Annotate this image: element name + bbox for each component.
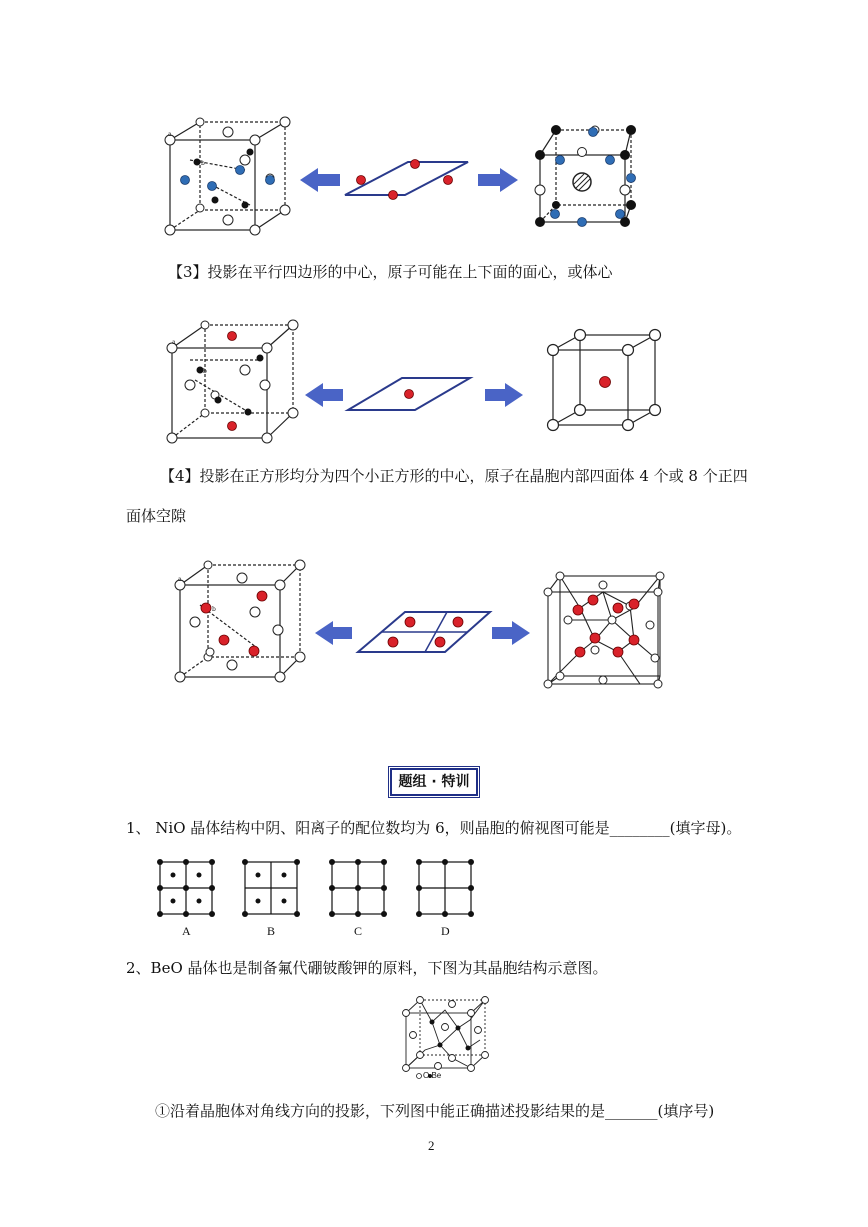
section4-caption-line1: 【4】投影在正方形均分为四个小正方形的中心，原子在晶胞内部四面体 4 个或 8 个正四 bbox=[160, 467, 748, 485]
section-badge-label: 题组 · 特训 bbox=[398, 774, 470, 790]
question1-text: 1、 NiO 晶体结构中阴、阳离子的配位数均为 6，则晶胞的俯视图可能是________(填字母)。 bbox=[126, 819, 742, 837]
option-d-label: D bbox=[441, 924, 450, 938]
cube-label-a: a bbox=[168, 131, 172, 138]
section4-caption-line2: 面体空隙 bbox=[126, 507, 187, 525]
cube-label-b-3: b bbox=[212, 606, 216, 613]
question2-text: 2、BeO 晶体也是制备氟代硼铍酸钾的原料，下图为其晶胞结构示意图。 bbox=[126, 959, 608, 977]
cube-label-a-3: a bbox=[178, 576, 182, 583]
option-b-label: B bbox=[267, 924, 276, 938]
cube-label-a-2: a bbox=[172, 339, 176, 346]
page-number: 2 bbox=[428, 1138, 435, 1153]
question2-sub1: ①沿着晶胞体对角线方向的投影，下列图中能正确描述投影结果的是_______(填序号) bbox=[155, 1102, 715, 1120]
cube-label-b-2: b bbox=[203, 368, 207, 375]
option-c-label: C bbox=[354, 924, 363, 938]
section3-caption: 【3】投影在平行四边形的中心，原子可能在上下面的面心，或体心 bbox=[168, 263, 613, 281]
option-a-label: A bbox=[182, 924, 191, 938]
cube-label-b: b bbox=[201, 160, 205, 167]
beo-legend: O Be bbox=[423, 1071, 442, 1080]
